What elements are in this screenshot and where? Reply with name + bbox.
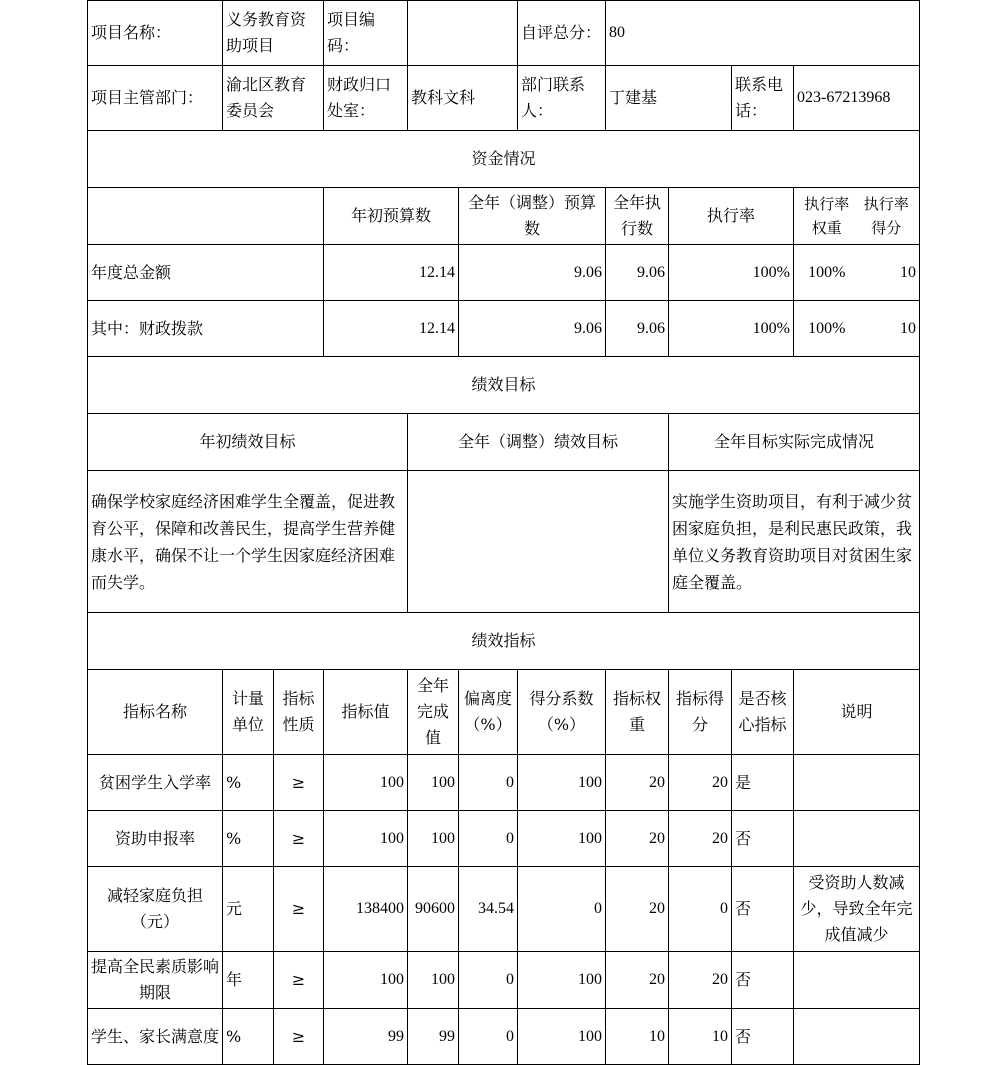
finance-office-value: 教科文科	[408, 66, 518, 131]
ind-actual: 99	[408, 1009, 459, 1065]
ind-col-target: 指标值	[324, 670, 408, 755]
funds-initial-budget: 12.14	[324, 301, 459, 357]
ind-col-core: 是否核心指标	[732, 670, 794, 755]
ind-deviation: 0	[459, 755, 518, 811]
ind-actual: 100	[408, 952, 459, 1009]
goals-actual-text: 实施学生资助项目，有利于减少贫困家庭负担，是利民惠民政策，我单位义务教育资助项目对贫困生家庭全覆盖。	[669, 471, 920, 613]
funds-row-label: 年度总金额	[88, 245, 324, 301]
ind-col-note: 说明	[794, 670, 920, 755]
ind-note	[794, 1009, 920, 1065]
goals-section-title: 绩效目标	[88, 357, 920, 414]
ind-core: 否	[732, 867, 794, 952]
ind-col-coef: 得分系数（%）	[518, 670, 606, 755]
ind-col-score: 指标得分	[669, 670, 732, 755]
ind-col-name: 指标名称	[88, 670, 223, 755]
ind-deviation: 0	[459, 952, 518, 1009]
ind-coef: 0	[518, 867, 606, 952]
ind-nature: ≥	[274, 755, 324, 811]
dept-label: 项目主管部门：	[88, 66, 223, 131]
evaluation-sheet	[87, 0, 920, 1065]
ind-col-nature: 指标性质	[274, 670, 324, 755]
indicator-row	[88, 1009, 920, 1065]
ind-name: 提高全民素质影响期限	[88, 952, 223, 1009]
funds-col-executed: 全年执行数	[606, 188, 669, 245]
ind-coef: 100	[518, 952, 606, 1009]
ind-note	[794, 952, 920, 1009]
indicators-section-title: 绩效指标	[88, 613, 920, 670]
ind-unit: %	[223, 811, 274, 867]
funds-score: 10	[900, 319, 916, 337]
ind-coef: 100	[518, 1009, 606, 1065]
ind-weight: 20	[606, 867, 669, 952]
ind-target: 138400	[324, 867, 408, 952]
phone-value: 023-67213968	[794, 66, 920, 131]
funds-weight-score	[794, 245, 920, 301]
funds-row	[88, 245, 920, 301]
ind-unit: 年	[223, 952, 274, 1009]
goals-section-row	[88, 357, 920, 414]
header-row-project	[88, 1, 920, 66]
ind-col-weight: 指标权重	[606, 670, 669, 755]
project-code-label: 项目编码：	[324, 1, 408, 66]
ind-core: 否	[732, 811, 794, 867]
ind-target: 100	[324, 952, 408, 1009]
funds-col-adjusted-budget: 全年（调整）预算数	[459, 188, 606, 245]
ind-name: 学生、家长满意度	[88, 1009, 223, 1065]
ind-coef: 100	[518, 811, 606, 867]
ind-score: 20	[669, 755, 732, 811]
ind-weight: 20	[606, 755, 669, 811]
ind-weight: 20	[606, 952, 669, 1009]
ind-score: 20	[669, 811, 732, 867]
ind-score: 10	[669, 1009, 732, 1065]
goals-content-row	[88, 471, 920, 613]
funds-weight-score	[794, 301, 920, 357]
ind-col-deviation: 偏离度（%）	[459, 670, 518, 755]
ind-target: 100	[324, 811, 408, 867]
funds-score: 10	[900, 263, 916, 281]
ind-coef: 100	[518, 755, 606, 811]
funds-row-label: 其中：财政拨款	[88, 301, 324, 357]
ind-unit: %	[223, 1009, 274, 1065]
indicators-header-row	[88, 670, 920, 755]
funds-rate: 100%	[669, 301, 794, 357]
funds-executed: 9.06	[606, 301, 669, 357]
ind-col-actual: 全年完成值	[408, 670, 459, 755]
ind-score: 0	[669, 867, 732, 952]
goals-initial-text: 确保学校家庭经济困难学生全覆盖，促进教育公平，保障和改善民生，提高学生营养健康水平，确保不让一个学生因家庭经济困难而失学。	[88, 471, 408, 613]
project-name-value: 义务教育资助项目	[223, 1, 324, 66]
ind-deviation: 34.54	[459, 867, 518, 952]
funds-col-weight-score	[794, 188, 920, 245]
ind-name: 贫困学生入学率	[88, 755, 223, 811]
indicator-row	[88, 811, 920, 867]
ind-unit: %	[223, 755, 274, 811]
ind-actual: 100	[408, 755, 459, 811]
ind-name: 减轻家庭负担（元）	[88, 867, 223, 952]
funds-section-row	[88, 131, 920, 188]
funds-col-weight: 执行率权重	[804, 195, 850, 237]
ind-deviation: 0	[459, 811, 518, 867]
self-score-value: 80	[606, 1, 920, 66]
funds-col-rate: 执行率	[669, 188, 794, 245]
goals-col-actual: 全年目标实际完成情况	[669, 414, 920, 471]
ind-core: 否	[732, 1009, 794, 1065]
funds-section-title: 资金情况	[88, 131, 920, 188]
dept-value: 渝北区教育委员会	[223, 66, 324, 131]
funds-weight: 100%	[808, 263, 846, 281]
finance-office-label: 财政归口处室：	[324, 66, 408, 131]
ind-note	[794, 755, 920, 811]
ind-score: 20	[669, 952, 732, 1009]
indicator-row	[88, 952, 920, 1009]
goals-col-initial: 年初绩效目标	[88, 414, 408, 471]
goals-header-row	[88, 414, 920, 471]
project-name-label: 项目名称：	[88, 1, 223, 66]
ind-target: 100	[324, 755, 408, 811]
ind-target: 99	[324, 1009, 408, 1065]
ind-actual: 100	[408, 811, 459, 867]
funds-adjusted-budget: 9.06	[459, 301, 606, 357]
funds-col-initial-budget: 年初预算数	[324, 188, 459, 245]
ind-name: 资助申报率	[88, 811, 223, 867]
funds-row	[88, 301, 920, 357]
ind-nature: ≥	[274, 952, 324, 1009]
goals-adjusted-text	[408, 471, 669, 613]
goals-col-adjusted: 全年（调整）绩效目标	[408, 414, 669, 471]
ind-core: 否	[732, 952, 794, 1009]
funds-col-blank	[88, 188, 324, 245]
contact-value: 丁建基	[606, 66, 732, 131]
ind-weight: 10	[606, 1009, 669, 1065]
ind-nature: ≥	[274, 867, 324, 952]
funds-adjusted-budget: 9.06	[459, 245, 606, 301]
ind-nature: ≥	[274, 811, 324, 867]
ind-deviation: 0	[459, 1009, 518, 1065]
funds-initial-budget: 12.14	[324, 245, 459, 301]
ind-actual: 90600	[408, 867, 459, 952]
funds-header-row	[88, 188, 920, 245]
funds-executed: 9.06	[606, 245, 669, 301]
ind-note: 受资助人数减少，导致全年完成值减少	[794, 867, 920, 952]
indicator-row	[88, 867, 920, 952]
contact-label: 部门联系人：	[518, 66, 606, 131]
ind-core: 是	[732, 755, 794, 811]
indicators-section-row	[88, 613, 920, 670]
phone-label: 联系电话：	[732, 66, 794, 131]
ind-nature: ≥	[274, 1009, 324, 1065]
ind-weight: 20	[606, 811, 669, 867]
ind-col-unit: 计量单位	[223, 670, 274, 755]
indicator-row	[88, 755, 920, 811]
ind-unit: 元	[223, 867, 274, 952]
funds-rate: 100%	[669, 245, 794, 301]
project-code-value	[408, 1, 518, 66]
ind-note	[794, 811, 920, 867]
header-row-dept	[88, 66, 920, 131]
funds-weight: 100%	[808, 319, 846, 337]
funds-col-score: 执行率得分	[863, 195, 909, 237]
self-score-label: 自评总分：	[518, 1, 606, 66]
